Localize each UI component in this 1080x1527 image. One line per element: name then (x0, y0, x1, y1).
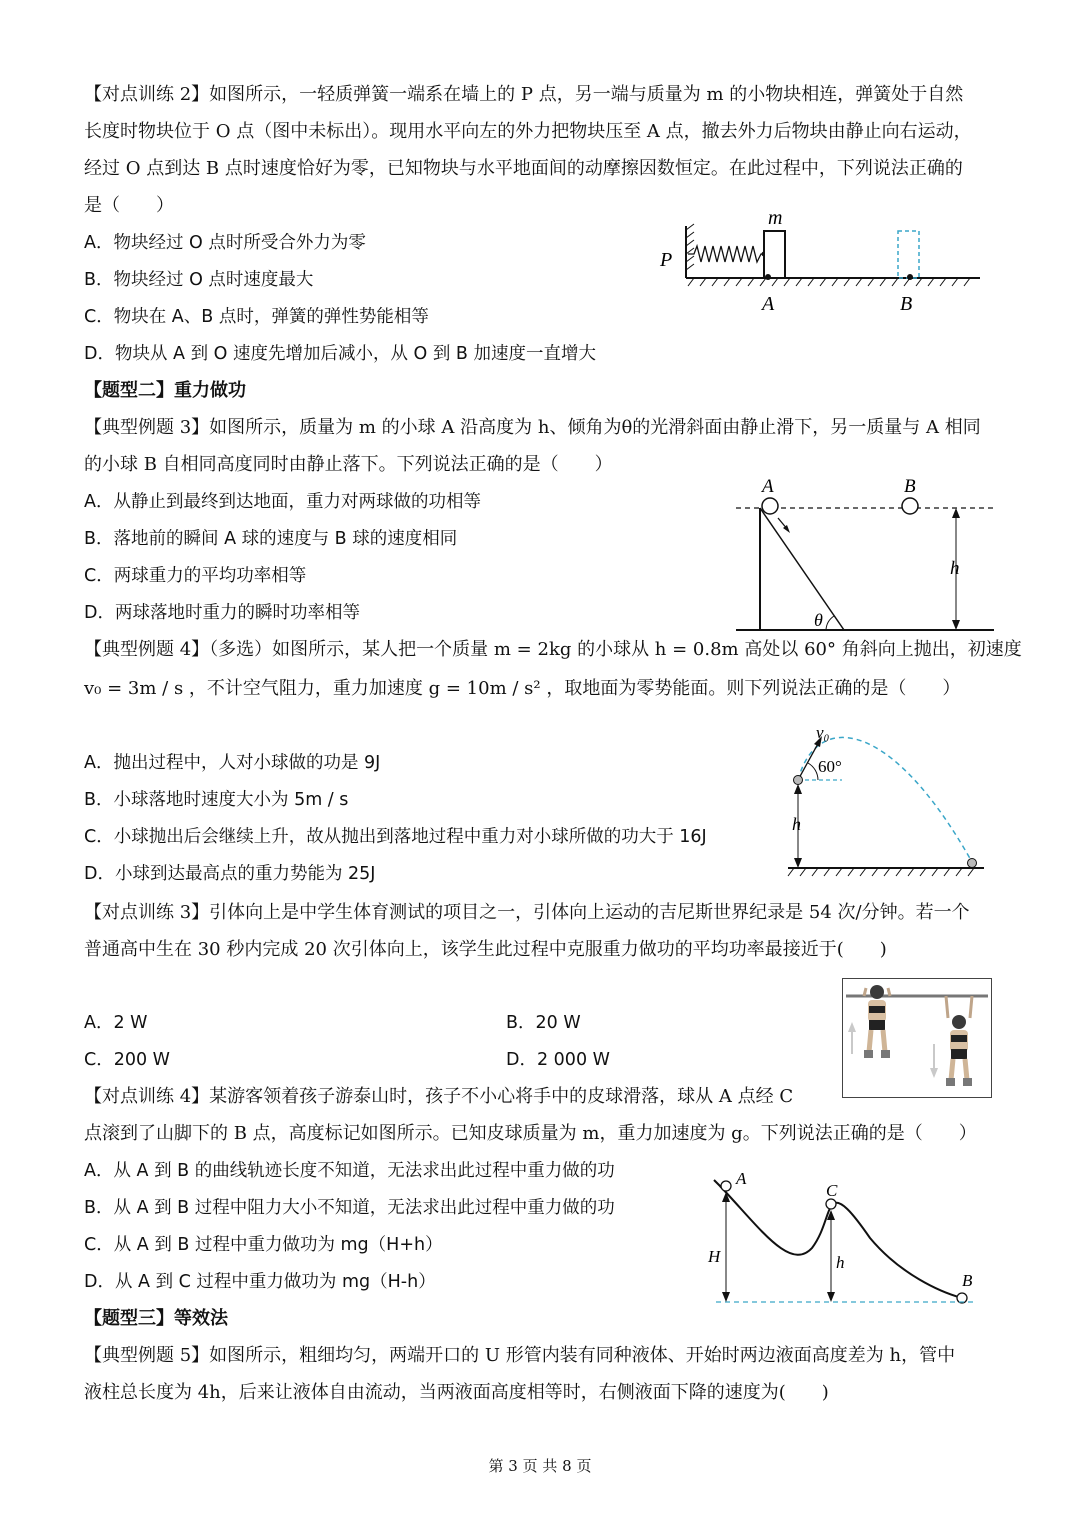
q-dx3-line-2: 的小球 B 自相同高度同时由静止落下。下列说法正确的是（ ） (84, 454, 613, 475)
q-dd2-option-d: D．物块从 A 到 O 速度先增加后减小，从 O 到 B 加速度一直增大 (84, 344, 597, 364)
incline-figure (730, 470, 1000, 635)
q-dx4-option-c: C．小球抛出后会继续上升，故从抛出到落地过程中重力对小球所做的功大于 16J (84, 827, 707, 847)
q-dx4-line-2: v₀ = 3m / s ，不计空气阻力，重力加速度 g = 10m / s² ，取地面为零势能面。则下列说法正确的是（ ） (84, 678, 961, 699)
q-dx5-line-2: 液柱总长度为 4h，后来让液体自由流动，当两液面高度相等时，右侧液面下降的速度为( ) (84, 1382, 829, 1403)
mountain-figure-label-b: B (962, 1271, 973, 1290)
q-dd2-line-3: 经过 O 点到达 B 点时速度恰好为零，已知物块与水平地面间的动摩擦因数恒定。在此过程中，下列说法正确的 (84, 158, 963, 179)
pull-up-photo (842, 978, 992, 1098)
q-dd4-option-d: D．从 A 到 C 过程中重力做功为 mg（H-h） (84, 1272, 436, 1292)
q-dd4-option-a: A．从 A 到 B 的曲线轨迹长度不知道，无法求出此过程中重力做的功 (84, 1161, 615, 1181)
spring-figure-label-b: B (900, 293, 913, 315)
section-2-title: 【题型二】重力做功 (84, 380, 246, 401)
q-dd3-line-2: 普通高中生在 30 秒内完成 20 次引体向上，该学生此过程中克服重力做功的平均功率最接近于( ) (84, 939, 887, 960)
q-dx4-option-a: A．抛出过程中，人对小球做的功是 9J (84, 753, 381, 773)
mountain-figure-label-H: H (708, 1247, 721, 1266)
q-dd3-option-b: B．20 W (506, 1013, 581, 1033)
q-dd3-line-1: 【对点训练 3】引体向上是中学生体育测试的项目之一，引体向上运动的吉尼斯世界纪录是 54 次/分钟。若一个 (84, 902, 970, 923)
q-dd4-option-b: B．从 A 到 B 过程中阻力大小不知道，无法求出此过程中重力做的功 (84, 1198, 615, 1218)
q-dx3-line-1: 【典型例题 3】如图所示，质量为 m 的小球 A 沿高度为 h、倾角为θ的光滑斜面由静止滑下，另一质量与 A 相同 (84, 417, 981, 438)
q-dx3-option-c: C．两球重力的平均功率相等 (84, 566, 307, 586)
q-dx4-option-d: D．小球到达最高点的重力势能为 25J (84, 864, 376, 884)
page-footer: 第 3 页 共 8 页 (488, 1457, 592, 1475)
mountain-figure-label-a: A (736, 1169, 747, 1188)
projectile-figure-label-v0: v₀ (816, 723, 830, 742)
incline-figure-label-a: A (762, 476, 774, 497)
incline-figure-label-h: h (950, 558, 960, 579)
q-dd3-option-a: A．2 W (84, 1013, 148, 1033)
projectile-figure (780, 722, 990, 882)
q-dd2-option-a: A．物块经过 O 点时所受合外力为零 (84, 233, 366, 253)
q-dd3-option-c: C．200 W (84, 1050, 170, 1070)
q-dx3-option-b: B．落地前的瞬间 A 球的速度与 B 球的速度相同 (84, 529, 458, 549)
q-dd2-line-4: 是（ ） (84, 195, 174, 216)
spring-figure-label-p: P (660, 249, 673, 271)
q-dd3-option-d: D．2 000 W (506, 1050, 610, 1070)
mountain-slope-figure (700, 1162, 990, 1310)
q-dd2-option-c: C．物块在 A、B 点时，弹簧的弹性势能相等 (84, 307, 429, 327)
mountain-figure-label-h: h (836, 1253, 845, 1272)
section-3-title: 【题型三】等效法 (84, 1308, 228, 1329)
incline-figure-label-theta: θ (814, 610, 823, 630)
incline-figure-label-b: B (904, 476, 916, 497)
q-dd4-line-1: 【对点训练 4】某游客领着孩子游泰山时，孩子不小心将手中的皮球滑落，球从 A 点经 C (84, 1086, 794, 1107)
q-dd4-line-2: 点滚到了山脚下的 B 点，高度标记如图所示。已知皮球质量为 m，重力加速度为 g。下列说法正确的是（ ） (84, 1123, 977, 1144)
q-dd2-line-1: 【对点训练 2】如图所示，一轻质弹簧一端系在墙上的 P 点，另一端与质量为 m 的小物块相连，弹簧处于自然 (84, 84, 964, 105)
spring-figure-label-m: m (768, 207, 783, 229)
q-dd4-option-c: C．从 A 到 B 过程中重力做功为 mg（H+h） (84, 1235, 443, 1255)
q-dx4-option-b: B．小球落地时速度大小为 5m / s (84, 790, 349, 810)
projectile-figure-label-angle: 60° (818, 757, 842, 776)
q-dd2-line-2: 长度时物块位于 O 点（图中未标出）。现用水平向左的外力把物块压至 A 点，撤去外力后物块由静止向右运动， (84, 121, 972, 142)
q-dx3-option-d: D．两球落地时重力的瞬时功率相等 (84, 603, 360, 623)
spring-figure-label-a: A (762, 293, 775, 315)
q-dx4-line-1: 【典型例题 4】（多选）如图所示，某人把一个质量 m = 2kg 的小球从 h = 0.8m 高处以 60° 角斜向上抛出，初速度 (84, 639, 1022, 660)
mountain-figure-label-c: C (826, 1181, 838, 1200)
projectile-figure-label-h: h (792, 814, 801, 834)
q-dd2-option-b: B．物块经过 O 点时速度最大 (84, 270, 314, 290)
spring-block-figure (650, 200, 990, 320)
q-dx5-line-1: 【典型例题 5】如图所示，粗细均匀，两端开口的 U 形管内装有同种液体、开始时两边液面高度差为 h，管中 (84, 1345, 956, 1366)
q-dx3-option-a: A．从静止到最终到达地面，重力对两球做的功相等 (84, 492, 481, 512)
